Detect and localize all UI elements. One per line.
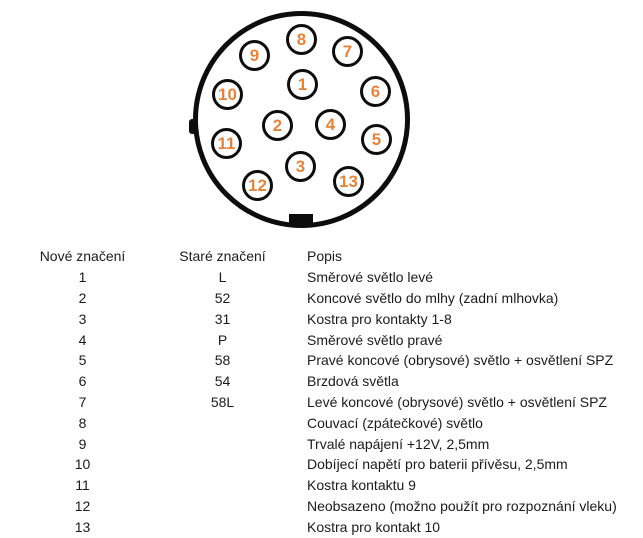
table-row — [20, 329, 630, 350]
pin-5: 5 — [361, 124, 392, 155]
cell-new: 2 — [78, 289, 87, 306]
pin-description-table — [20, 246, 630, 537]
table-row — [20, 475, 630, 496]
cell-new: 10 — [74, 456, 91, 473]
pin-12: 12 — [242, 170, 273, 201]
pin-11: 11 — [211, 128, 242, 159]
cell-old: 58 — [214, 352, 231, 369]
table-row — [20, 371, 630, 392]
pin-8: 8 — [286, 24, 317, 55]
cell-description: Kostra pro kontakty 1-8 — [307, 310, 452, 327]
table-row — [20, 288, 630, 309]
cell-new: 8 — [78, 414, 87, 431]
table-row — [20, 496, 630, 517]
cell-description: Směrové světlo levé — [307, 269, 434, 286]
pin-13: 13 — [333, 166, 364, 197]
pin-9: 9 — [239, 40, 270, 71]
connector-side-notch — [189, 119, 196, 134]
cell-new: 6 — [78, 373, 87, 390]
pin-4: 4 — [315, 109, 346, 140]
cell-description: Neobsazeno (možno použít pro rozpoznání vleku) — [307, 497, 617, 514]
cell-description: Dobíjecí napětí pro baterii přívěsu, 2,5mm — [307, 456, 568, 473]
cell-old: 52 — [214, 289, 231, 306]
table-row — [20, 350, 630, 371]
header-new-designation: Nové značení — [39, 248, 126, 265]
pin-2: 2 — [262, 110, 293, 141]
cell-old: 58L — [210, 393, 235, 410]
cell-new: 1 — [78, 269, 87, 286]
cell-new: 4 — [78, 331, 87, 348]
cell-new: 12 — [74, 497, 91, 514]
cell-new: 9 — [78, 435, 87, 452]
cell-new: 13 — [74, 518, 91, 535]
table-row — [20, 454, 630, 475]
pin-6: 6 — [360, 76, 391, 107]
cell-new: 7 — [78, 393, 87, 410]
table-row — [20, 433, 630, 454]
cell-new: 5 — [78, 352, 87, 369]
cell-new: 3 — [78, 310, 87, 327]
cell-description: Koncové světlo do mlhy (zadní mlhovka) — [307, 289, 559, 306]
cell-description: Směrové světlo pravé — [307, 331, 443, 348]
cell-description: Levé koncové (obrysové) světlo + osvětlení SPZ — [307, 393, 607, 410]
connector-diagram — [0, 0, 643, 240]
cell-old: L — [218, 269, 227, 286]
table-row — [20, 308, 630, 329]
pin-1: 1 — [287, 69, 318, 100]
table-row — [20, 267, 630, 288]
table-header-row — [20, 246, 630, 267]
cell-description: Kostra pro kontakt 10 — [307, 518, 441, 535]
table-row — [20, 412, 630, 433]
cell-new: 11 — [75, 477, 90, 494]
cell-description: Kostra kontaktu 9 — [307, 477, 416, 494]
table-row — [20, 392, 630, 413]
cell-description: Trvalé napájení +12V, 2,5mm — [307, 435, 490, 452]
header-old-designation: Staré značení — [179, 248, 266, 265]
pin-3: 3 — [285, 151, 316, 182]
table-row — [20, 516, 630, 537]
cell-old: 54 — [214, 373, 231, 390]
cell-old: 31 — [214, 310, 231, 327]
cell-description: Brzdová světla — [307, 373, 399, 390]
header-description: Popis — [307, 248, 343, 265]
pin-7: 7 — [332, 36, 363, 67]
connector-keyway-notch — [289, 214, 313, 227]
cell-old: P — [217, 331, 228, 348]
pin-10: 10 — [212, 79, 243, 110]
cell-description: Pravé koncové (obrysové) světlo + osvětlení SPZ — [307, 352, 614, 369]
cell-description: Couvací (zpátečkové) světlo — [307, 414, 483, 431]
